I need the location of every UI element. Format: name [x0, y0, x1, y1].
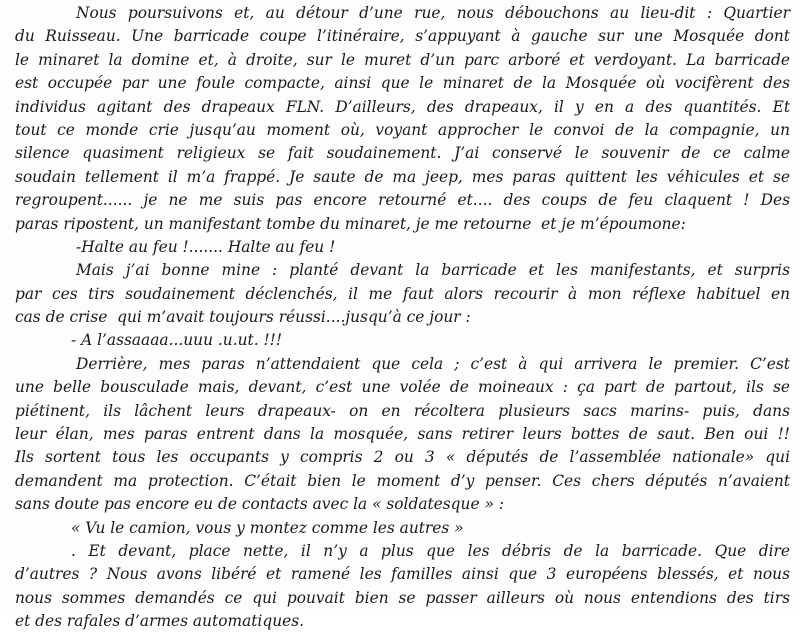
text-line: « Vu le camion, vous y montez comme les autres » [71, 518, 464, 537]
text-line: Mais j’ai bonne mine : planté devant la barricade et les manifestants, et surpris [76, 261, 790, 280]
text-line: soudain tellement il m’a frappé. Je saute de ma jeep, mes paras quittent les véhicules et se [15, 167, 790, 186]
text-line: Nous poursuivons et, au détour d’une rue, nous débouchons au lieu-dit : Quartier [76, 4, 790, 22]
text-line: tout ce monde crie jusqu’au moment où, voyant approcher le convoi de la compagnie, un [15, 120, 790, 139]
text-line: demandent ma protection. C’était bien le moment d’y penser. Ces chers députés n’avaient [15, 471, 790, 490]
text-line: silence quasiment religieux se fait soudainement. J’ai conservé le souvenir de ce calme [15, 144, 790, 163]
text-line: sans doute pas encore eu de contacts avec la « soldatesque » : [15, 495, 504, 514]
body-text [15, 2, 790, 634]
text-line: leur élan, mes paras entrent dans la mosquée, sans retirer leurs bottes de saut. Ben oui !! [15, 425, 790, 444]
text-line: et des rafales d’armes automatiques. [15, 612, 305, 631]
text-line: nous sommes demandés ce qui pouvait bien se passer ailleurs où nous entendions des tirs [15, 588, 790, 607]
text-line: du Ruisseau. Une barricade coupe l’itinéraire, s’appuyant à gauche sur une Mosquée dont [15, 27, 790, 46]
text-line: une belle bousculade mais, devant, c’est une volée de moineaux : ça part de partout, ils se [15, 378, 790, 397]
text-line: individus agitant des drapeaux FLN. D’ailleurs, des drapeaux, il y en a des quantités. Et [15, 97, 790, 116]
text-line: Ils sortent tous les occupants y compris 2 ou 3 « députés de l’assemblée nationale» qui [15, 448, 790, 467]
text-line: . Et devant, place nette, il n’y a plus que les débris de la barricade. Que dire [71, 541, 790, 560]
text-line: est occupée par une foule compacte, ainsi que le minaret de la Mosquée où vocifèrent des [15, 74, 790, 93]
text-line: piétinent, ils lâchent leurs drapeaux- on en récoltera plusieurs sacs marins- puis, dans [15, 401, 790, 420]
text-line: le minaret la domine et, à droite, sur le muret d’un parc arboré et verdoyant. La barricade [15, 50, 790, 69]
text-line: par ces tirs soudainement déclenchés, il me faut alors recourir à mon réflexe habituel en [15, 284, 790, 303]
text-line: - A l’assaaaa...uuu .u.ut. !!! [71, 331, 283, 350]
text-line: Derrière, mes paras n’attendaient que cela ; c’est à qui arrivera le premier. C’est [76, 354, 790, 373]
text-line: d’autres ? Nous avons libéré et ramené les familles ainsi que 3 européens blessés, et nous [15, 565, 790, 584]
text-line: -Halte au feu !....... Halte au feu ! [76, 237, 336, 256]
text-line: paras ripostent, un manifestant tombe du minaret, je me retourne et je m’époumone: [15, 214, 686, 233]
text-line: cas de crise qui m’avait toujours réussi....jusqu’à ce jour : [15, 308, 471, 327]
text-line: regroupent...... je ne me suis pas encore retourné et.... des coups de feu claquent ! Des [15, 191, 790, 210]
